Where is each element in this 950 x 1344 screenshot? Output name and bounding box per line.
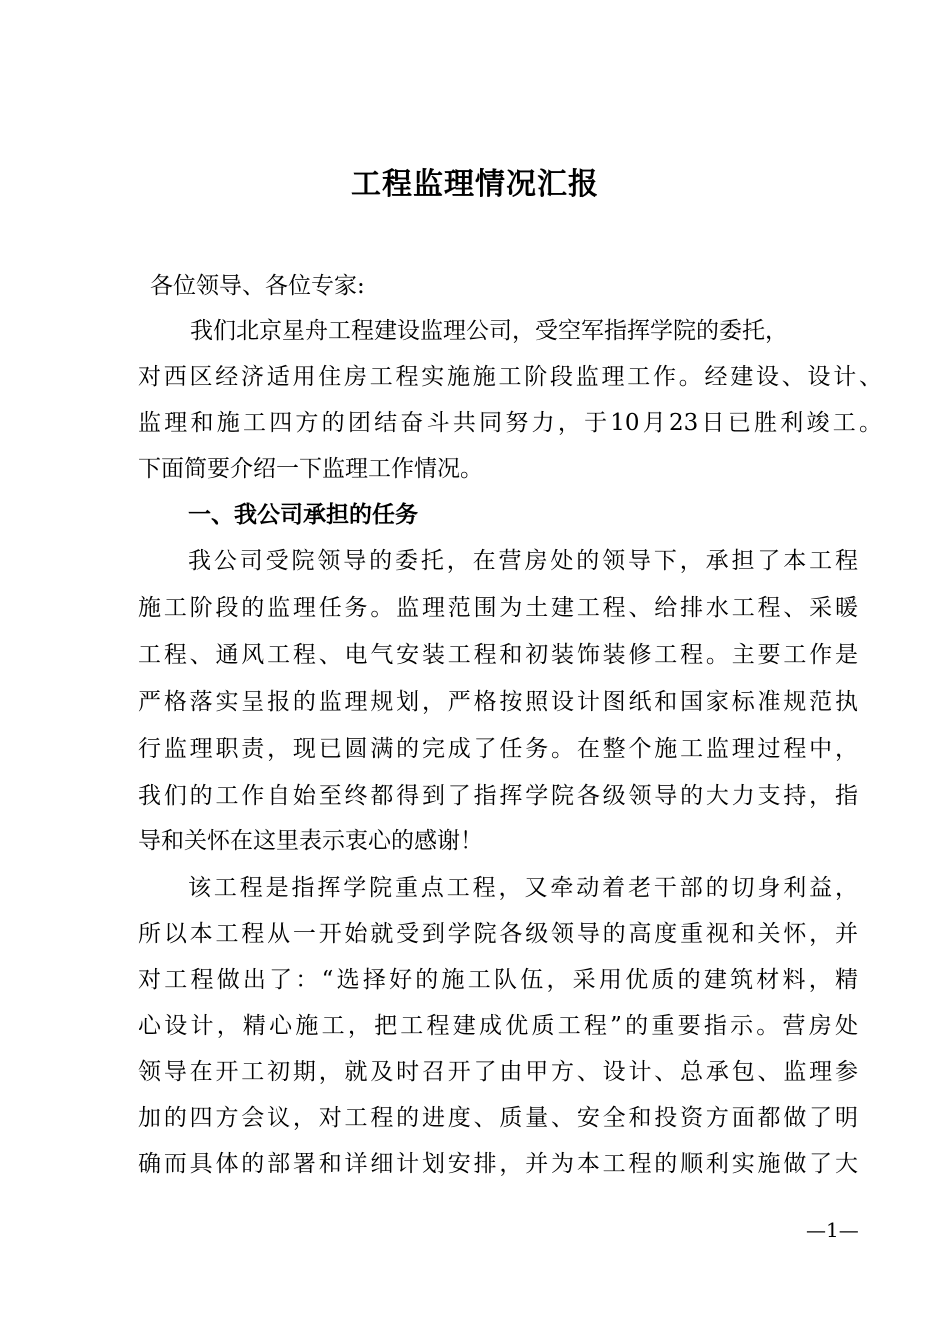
paragraph-line: 施工阶段的监理任务。监理范围为土建工程、给排水工程、采暖 (138, 595, 858, 621)
section-heading: 一、我公司承担的任务 (188, 502, 418, 528)
paragraph-line: 我公司受院领导的委托，在营房处的领导下，承担了本工程 (188, 548, 858, 574)
paragraph-line: 该工程是指挥学院重点工程，又牵动着老干部的切身利益， (188, 875, 858, 901)
paragraph-line: 领导在开工初期，就及时召开了由甲方、设计、总承包、监理参 (138, 1059, 858, 1085)
paragraph-line: 监理和施工四方的团结奋斗共同努力，于10月23日已胜利竣工。 (138, 410, 882, 436)
paragraph-line: 对工程做出了：“选择好的施工队伍，采用优质的建筑材料，精 (138, 967, 858, 993)
paragraph-line: 导和关怀在这里表示衷心的感谢！ (138, 828, 483, 854)
paragraph-line: 所以本工程从一开始就受到学院各级领导的高度重视和关怀，并 (138, 921, 858, 947)
paragraph-line: 工程、通风工程、电气安装工程和初装饰装修工程。主要工作是 (138, 642, 858, 668)
paragraph-line: 心设计，精心施工，把工程建成优质工程”的重要指示。营房处 (138, 1013, 858, 1039)
paragraph-line: 严格落实呈报的监理规划，严格按照设计图纸和国家标准规范执 (138, 689, 858, 715)
paragraph-line: 我们的工作自始至终都得到了指挥学院各级领导的大力支持，指 (138, 783, 858, 809)
paragraph-line: 下面简要介绍一下监理工作情况。 (138, 456, 483, 482)
paragraph-line: 行监理职责，现已圆满的完成了任务。在整个施工监理过程中， (138, 736, 858, 762)
paragraph-line: 加的四方会议，对工程的进度、质量、安全和投资方面都做了明 (138, 1105, 858, 1131)
paragraph-line: 我们北京星舟工程建设监理公司，受空军指挥学院的委托， (190, 318, 788, 344)
page-number: —1— (806, 1218, 859, 1242)
paragraph-line: 确而具体的部署和详细计划安排，并为本工程的顺利实施做了大 (138, 1151, 858, 1177)
salutation: 各位领导、各位专家: (150, 273, 365, 299)
document-title: 工程监理情况汇报 (351, 167, 599, 202)
paragraph-line: 对西区经济适用住房工程实施施工阶段监理工作。经建设、设计、 (138, 364, 882, 390)
